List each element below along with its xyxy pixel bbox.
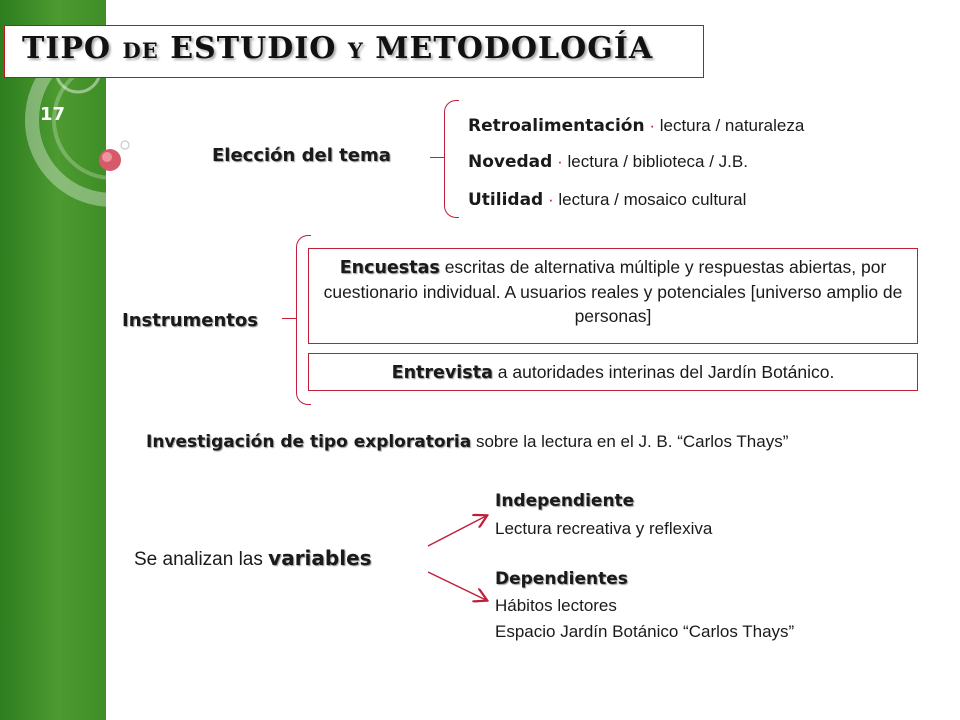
arrow-independiente [428, 516, 486, 546]
encuestas-box: Encuestas escritas de alternativa múltiple y respuestas abiertas, por cuestionario individual. A usuarios reales y potenciales [universo amplio de personas] [308, 248, 918, 344]
eleccion-item: Utilidad · lectura / mosaico cultural [468, 190, 747, 210]
dependientes-desc-1: Hábitos lectores [495, 596, 617, 615]
eleccion-label: Elección del tema [212, 145, 391, 166]
independiente-title: Independiente [495, 491, 635, 511]
dependientes-desc-2: Espacio Jardín Botánico “Carlos Thays” [495, 622, 795, 641]
page-title: TIPO DE ESTUDIO Y METODOLOGÍA [22, 31, 654, 66]
investigacion-line: Investigación de tipo exploratoria sobre la lectura en el J. B. “Carlos Thays” [146, 432, 789, 452]
eleccion-item: Retroalimentación · lectura / naturaleza [468, 116, 805, 136]
variables-line: Se analizan las variables [134, 546, 372, 570]
eleccion-item: Novedad · lectura / biblioteca / J.B. [468, 152, 748, 172]
arrow-dependientes [428, 572, 486, 600]
dependientes-title: Dependientes [495, 569, 628, 589]
instrumentos-label: Instrumentos [122, 310, 258, 331]
entrevista-box: Entrevista a autoridades interinas del Jardín Botánico. [308, 353, 918, 391]
independiente-desc: Lectura recreativa y reflexiva [495, 519, 713, 538]
slide-number: 17 [40, 104, 66, 125]
